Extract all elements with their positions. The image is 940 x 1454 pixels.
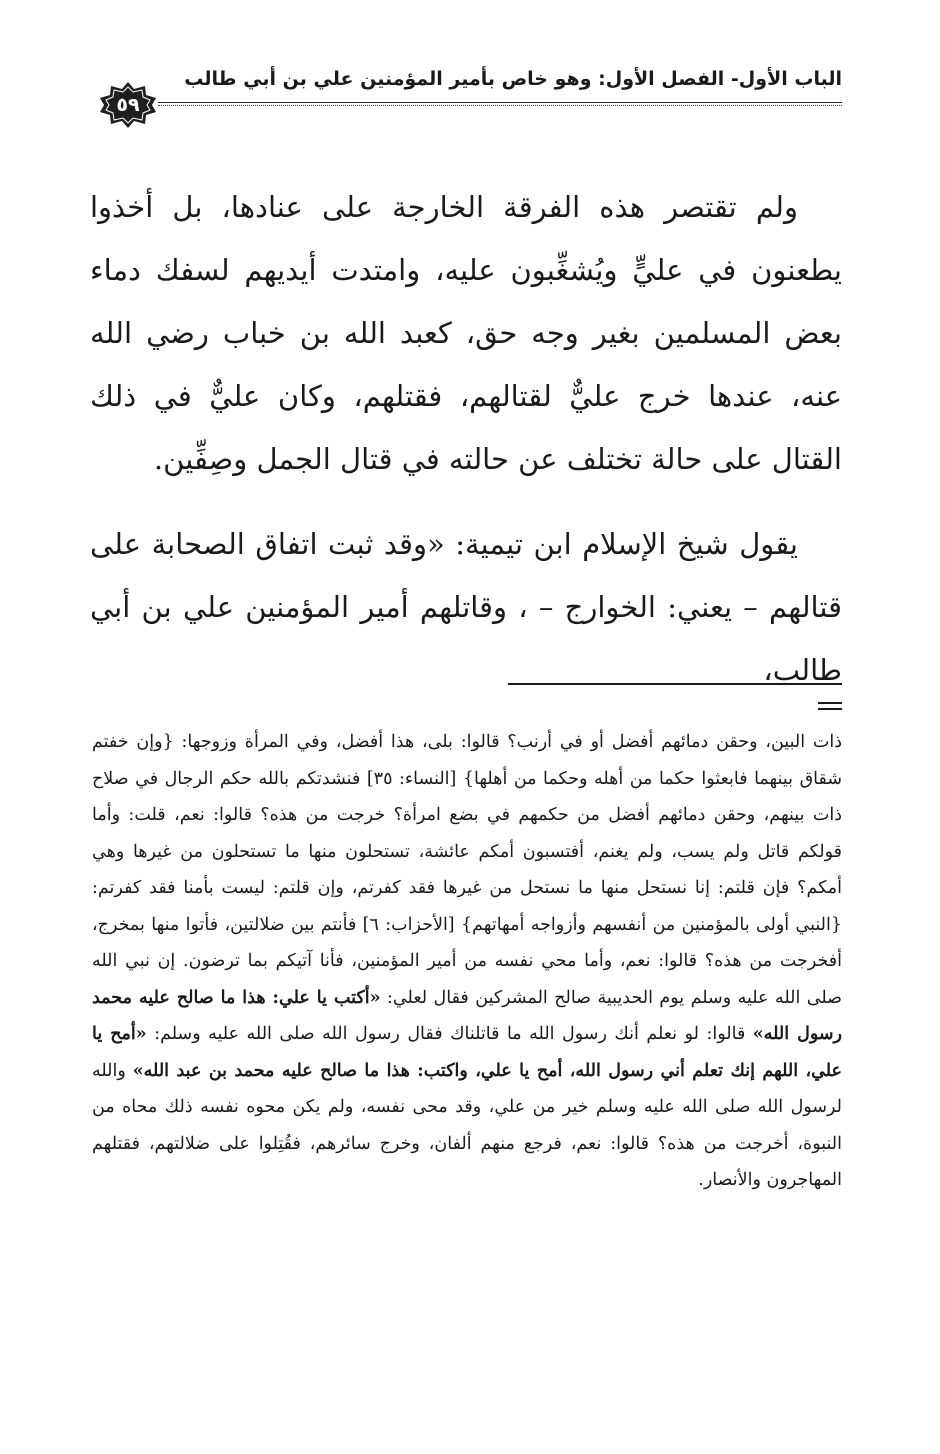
paragraph: ولم تقتصر هذه الفرقة الخارجة على عنادها، بل أخذوا يطعنون في عليٍّ ويُشغِّبون عليه، وامتدت أيديهم لسفك دماء بعض المسلمين بغير وجه حق، كعبد الله بن خباب رضي الله عنه، عندها خرج عليٌّ لقتالهم، فقتلهم، وكان عليٌّ في ذلك القتال على حالة تختلف عن حالته في قتال الجمل وصِفِّين. bbox=[90, 190, 842, 476]
page-number: ٥٩ bbox=[116, 94, 140, 116]
footnote-text: قالوا: لو نعلم أنك رسول الله ما قاتلناك فقال رسول الله صلى الله عليه وسلم: bbox=[146, 1024, 753, 1044]
footnote-text: ذات البين، وحقن دمائهم أفضل أو في أرنب؟ قالوا: بلى، هذا أفضل، وفي المرأة وزوجها: {وإن خفتم شقاق بينهما فابعثوا حكما من أهله وحكما من أهلها} [النساء: ٣٥] فنشدتكم بالله حكم الرجال في صلاح ذات بينهم، وحقن دمائهم أفضل من حكمهم في بضع امرأة؟ خرجت من هذه؟ قالوا: نعم، قلت: وأما قولكم قاتل ولم يسب، ولم يغنم، أفتسبون أمكم عائشة، تستحلون منها ما تستحلون من غيرها وهي أمكم؟ فإن قلتم: إنا نستحل منها ما نستحل من غيرها فقد كفرتم، وإن قلتم: ليست بأمنا فقد كفرتم: {النبي أولى بالمؤمنين من أنفسهم وأزواجه أمهاتهم} [الأحزاب: ٦] فأنتم بين ضلالتين، فأتوا منها بمخرج، أفخرجت من هذه؟ قالوا: نعم، وأما محي نفسه من أمير المؤمنين، فأنا آتيكم بما ترضون. إن نبي الله صلى الله عليه وسلم يوم الحديبية صالح المشركين فقال لعلي: bbox=[92, 732, 842, 1008]
header-rule-dotted bbox=[158, 105, 842, 106]
running-title: الباب الأول- الفصل الأول: وهو خاص بأمير المؤمنين علي بن أبي طالب bbox=[184, 68, 842, 90]
footnote-separator bbox=[508, 683, 842, 685]
header-rule bbox=[158, 102, 842, 103]
footnote-text: والله لرسول الله صلى الله عليه وسلم خير من علي، وقد محى نفسه، ولم يكن محوه نفسه ذلك محاه من النبوة، أخرجت من هذه؟ قالوا: نعم، فرجع منهم ألفان، وخرج سائرهم، فقُتِلوا على ضلالتهم، فقتلهم المهاجرون والأنصار. bbox=[92, 1060, 842, 1190]
page-header bbox=[92, 62, 842, 116]
page-number-badge bbox=[98, 82, 158, 128]
footnote bbox=[92, 724, 842, 1199]
main-text bbox=[90, 176, 842, 702]
paragraph: يقول شيخ الإسلام ابن تيمية: «وقد ثبت اتفاق الصحابة على قتالهم – يعني: الخوارج – ، وقاتلهم أمير المؤمنين علي بن أبي طالب، bbox=[90, 527, 842, 687]
footnote-continuation-mark bbox=[818, 702, 842, 710]
footnote-quote-bold: «أكتب يا علي: هذا ما صالح عليه محمد رسول الله» bbox=[92, 987, 842, 1044]
footnote-quote-bold: «أمح يا علي، اللهم إنك تعلم أني رسول الله، أمح يا علي، واكتب: هذا ما صالح عليه محمد بن عبد الله» bbox=[92, 1024, 842, 1081]
